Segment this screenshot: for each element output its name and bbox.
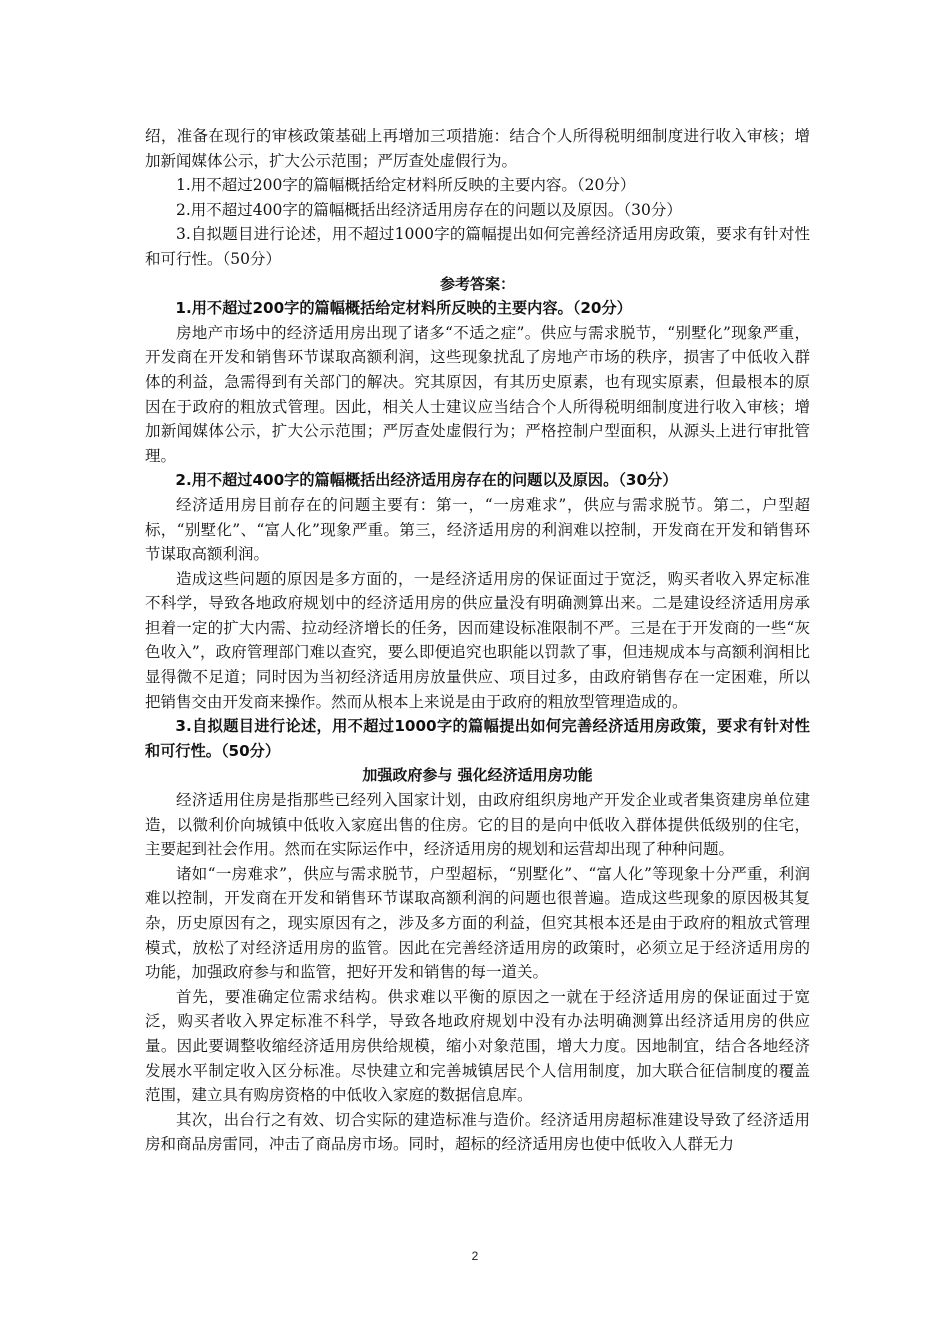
- paragraph: 1.用不超过200字的篇幅概括给定材料所反映的主要内容。（20分）: [176, 176, 636, 195]
- question-heading: 3.自拟题目进行论述，用不超过1000字的篇幅提出如何完善经济适用房政策，要求有针对性和可行性。（50分）: [145, 717, 810, 760]
- page-number: 2: [471, 1249, 479, 1263]
- question-heading: 1.用不超过200字的篇幅概括给定材料所反映的主要内容。（20分）: [175, 299, 632, 318]
- paragraph: 造成这些问题的原因是多方面的，一是经济适用房的保证面过于宽泛，购买者收入界定标准不科学，导致各地政府规划中的经济适用房的供应量没有明确测算出来。二是建设经济适用房承担着一定的扩大内需、拉动经济增长的任务，因而建设标准限制不严。三是在于开发商的一些“灰色收入”，政府管理部门难以查究，要么即便追究也职能以罚款了事，但违规成本与高额利润相比显得微不足道；同时因为当初经济适用房放量供应、项目过多，由政府销售存在一定困难，所以把销售交由开发商来操作。然而从根本上来说是由于政府的粗放型管理造成的。: [145, 569, 810, 711]
- paragraph: 其次，出台行之有效、切合实际的建造标准与造价。经济适用房超标准建设导致了经济适用房和商品房雷同，冲击了商品房市场。同时，超标的经济适用房也使中低收入人群无力: [145, 1110, 810, 1154]
- paragraph: 经济适用房目前存在的问题主要有：第一，“一房难求”，供应与需求脱节。第二，户型超标，“别墅化”、“富人化”现象严重。第三，经济适用房的利润难以控制，开发商在开发和销售环节谋取高额利润。: [145, 495, 810, 564]
- section-heading: 参考答案：: [439, 274, 515, 293]
- section-heading: 加强政府参与 强化经济适用房功能: [362, 766, 593, 785]
- paragraph: 2.用不超过400字的篇幅概括出经济适用房存在的问题以及原因。（30分）: [176, 200, 682, 219]
- paragraph: 绍，准备在现行的审核政策基础上再增加三项措施：结合个人所得税明细制度进行收入审核；增加新闻媒体公示，扩大公示范围；严厉查处虚假行为。: [145, 127, 810, 170]
- question-heading: 2.用不超过400字的篇幅概括出经济适用房存在的问题以及原因。（30分）: [175, 471, 678, 490]
- paragraph: 经济适用住房是指那些已经列入国家计划，由政府组织房地产开发企业或者集资建房单位建造，以微利价向城镇中低收入家庭出售的住房。它的目的是向中低收入群体提供低级别的住宅，主要起到社会作用。然而在实际运作中，经济适用房的规划和运营却出现了种种问题。: [145, 791, 810, 859]
- paragraph: 诸如“一房难求”，供应与需求脱节，户型超标，“别墅化”、“富人化”等现象十分严重，利润难以控制，开发商在开发和销售环节谋取高额利润的问题也很普遍。造成这些现象的原因极其复杂，历史原因有之，现实原因有之，涉及多方面的利益，但究其根本还是由于政府的粗放式管理模式，放松了对经济适用房的监管。因此在完善经济适用房的政策时，必须立足于经济适用房的功能，加强政府参与和监管，把好开发和销售的每一道关。: [145, 864, 810, 982]
- paragraph: 房地产市场中的经济适用房出现了诸多“不适之症”。供应与需求脱节，“别墅化”现象严重，开发商在开发和销售环节谋取高额利润，这些现象扰乱了房地产市场的秩序，损害了中低收入群体的利益，急需得到有关部门的解决。究其原因，有其历史原素，也有现实原素，但最根本的原因在于政府的粗放式管理。因此，相关人士建议应当结合个人所得税明细制度进行收入审核；增加新闻媒体公示，扩大公示范围；严厉查处虚假行为；严格控制户型面积，从源头上进行审批管理。: [145, 323, 810, 465]
- document-body: [145, 124, 810, 1157]
- paragraph: 3.自拟题目进行论述，用不超过1000字的篇幅提出如何完善经济适用房政策，要求有针对性和可行性。（50分）: [145, 225, 810, 268]
- paragraph: 首先，要准确定位需求结构。供求难以平衡的原因之一就在于经济适用房的保证面过于宽泛，购买者收入界定标准不科学，导致各地政府规划中没有办法明确测算出经济适用房的供应量。因此要调整收缩经济适用房供给规模，缩小对象范围，增大力度。因地制宜，结合各地经济发展水平制定收入区分标准。尽快建立和完善城镇居民个人信用制度，加大联合征信制度的覆盖范围，建立具有购房资格的中低收入家庭的数据信息库。: [145, 987, 810, 1105]
